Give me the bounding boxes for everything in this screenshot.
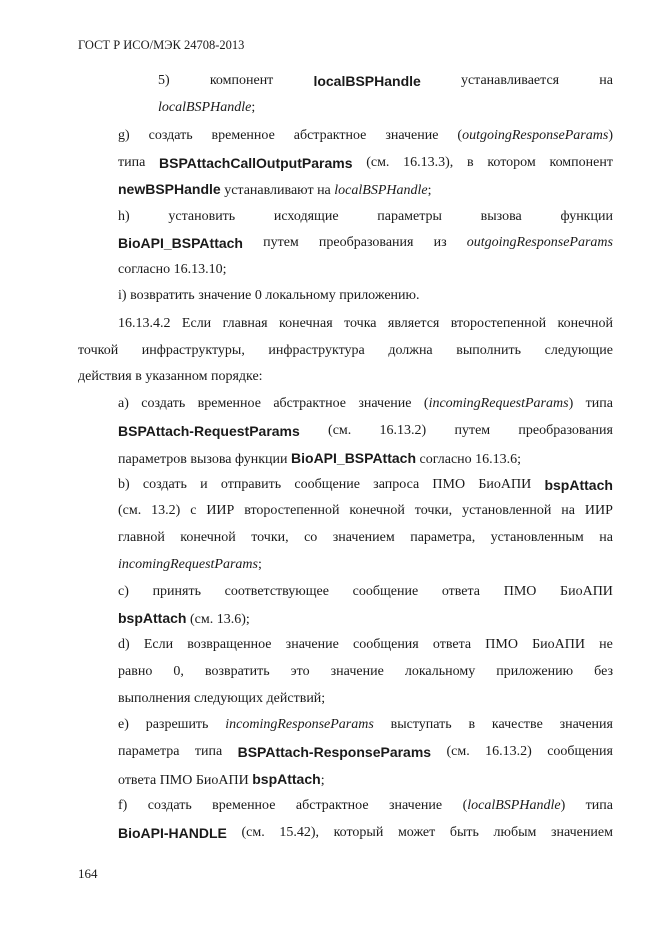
- text-line: BioAPI-HANDLE (см. 15.42), который может быть любым значением: [118, 825, 613, 841]
- page-number: 164: [78, 866, 98, 881]
- text-line: точкой инфраструктуры, инфраструктура должна выполнить следующие: [78, 343, 613, 358]
- text-line: (см. 13.2) с ИИР второстепенной конечной точки, установленной на ИИР: [118, 503, 613, 518]
- text-line: согласно 16.13.10;: [118, 262, 227, 277]
- text-line: e) разрешить incomingResponseParams выступать в качестве значения: [118, 717, 613, 732]
- text-line: bspAttach (см. 13.6);: [118, 610, 250, 627]
- text-line: a) создать временное абстрактное значение (incomingRequestParams) типа: [118, 396, 613, 411]
- text-line: равно 0, возвратить это значение локальному приложению без: [118, 664, 613, 679]
- text-line: g) создать временное абстрактное значение (outgoingResponseParams): [118, 128, 613, 143]
- running-header: ГОСТ Р ИСО/МЭК 24708-2013: [78, 38, 245, 52]
- text-line: главной конечной точки, со значением параметра, установленным на: [118, 530, 613, 545]
- text-line: выполнения следующих действий;: [118, 691, 326, 706]
- text-line: c) принять соответствующее сообщение ответа ПМО БиоАПИ: [118, 584, 613, 599]
- text-line: ответа ПМО БиоАПИ bspAttach;: [118, 771, 325, 788]
- text-line: b) создать и отправить сообщение запроса ПМО БиоАПИ bspAttach: [118, 477, 613, 493]
- text-line: 5) компонент localBSPHandle устанавливается на: [158, 73, 613, 89]
- text-line: incomingRequestParams;: [118, 557, 262, 572]
- text-line: h) установить исходящие параметры вызова функции: [118, 209, 613, 224]
- text-line: BioAPI_BSPAttach путем преобразования из outgoingResponseParams: [118, 235, 613, 251]
- text-line: 16.13.4.2 Если главная конечная точка является второстепенной конечной: [118, 316, 613, 331]
- text-line: localBSPHandle;: [158, 100, 256, 115]
- text-line: f) создать временное абстрактное значение (localBSPHandle) типа: [118, 798, 613, 813]
- text-line: действия в указанном порядке:: [78, 369, 263, 384]
- text-line: параметров вызова функции BioAPI_BSPAttach согласно 16.13.6;: [118, 450, 522, 467]
- text-line: BSPAttach-RequestParams (см. 16.13.2) путем преобразования: [118, 423, 613, 439]
- text-line: параметра типа BSPAttach-ResponseParams (см. 16.13.2) сообщения: [118, 744, 613, 760]
- text-line: i) возвратить значение 0 локальному приложению.: [118, 288, 420, 303]
- text-line: d) Если возвращенное значение сообщения ответа ПМО БиоАПИ не: [118, 637, 613, 652]
- text-line: newBSPHandle устанавливают на localBSPHandle;: [118, 181, 432, 198]
- text-line: типа BSPAttachCallOutputParams (см. 16.13.3), в котором компонент: [118, 155, 613, 171]
